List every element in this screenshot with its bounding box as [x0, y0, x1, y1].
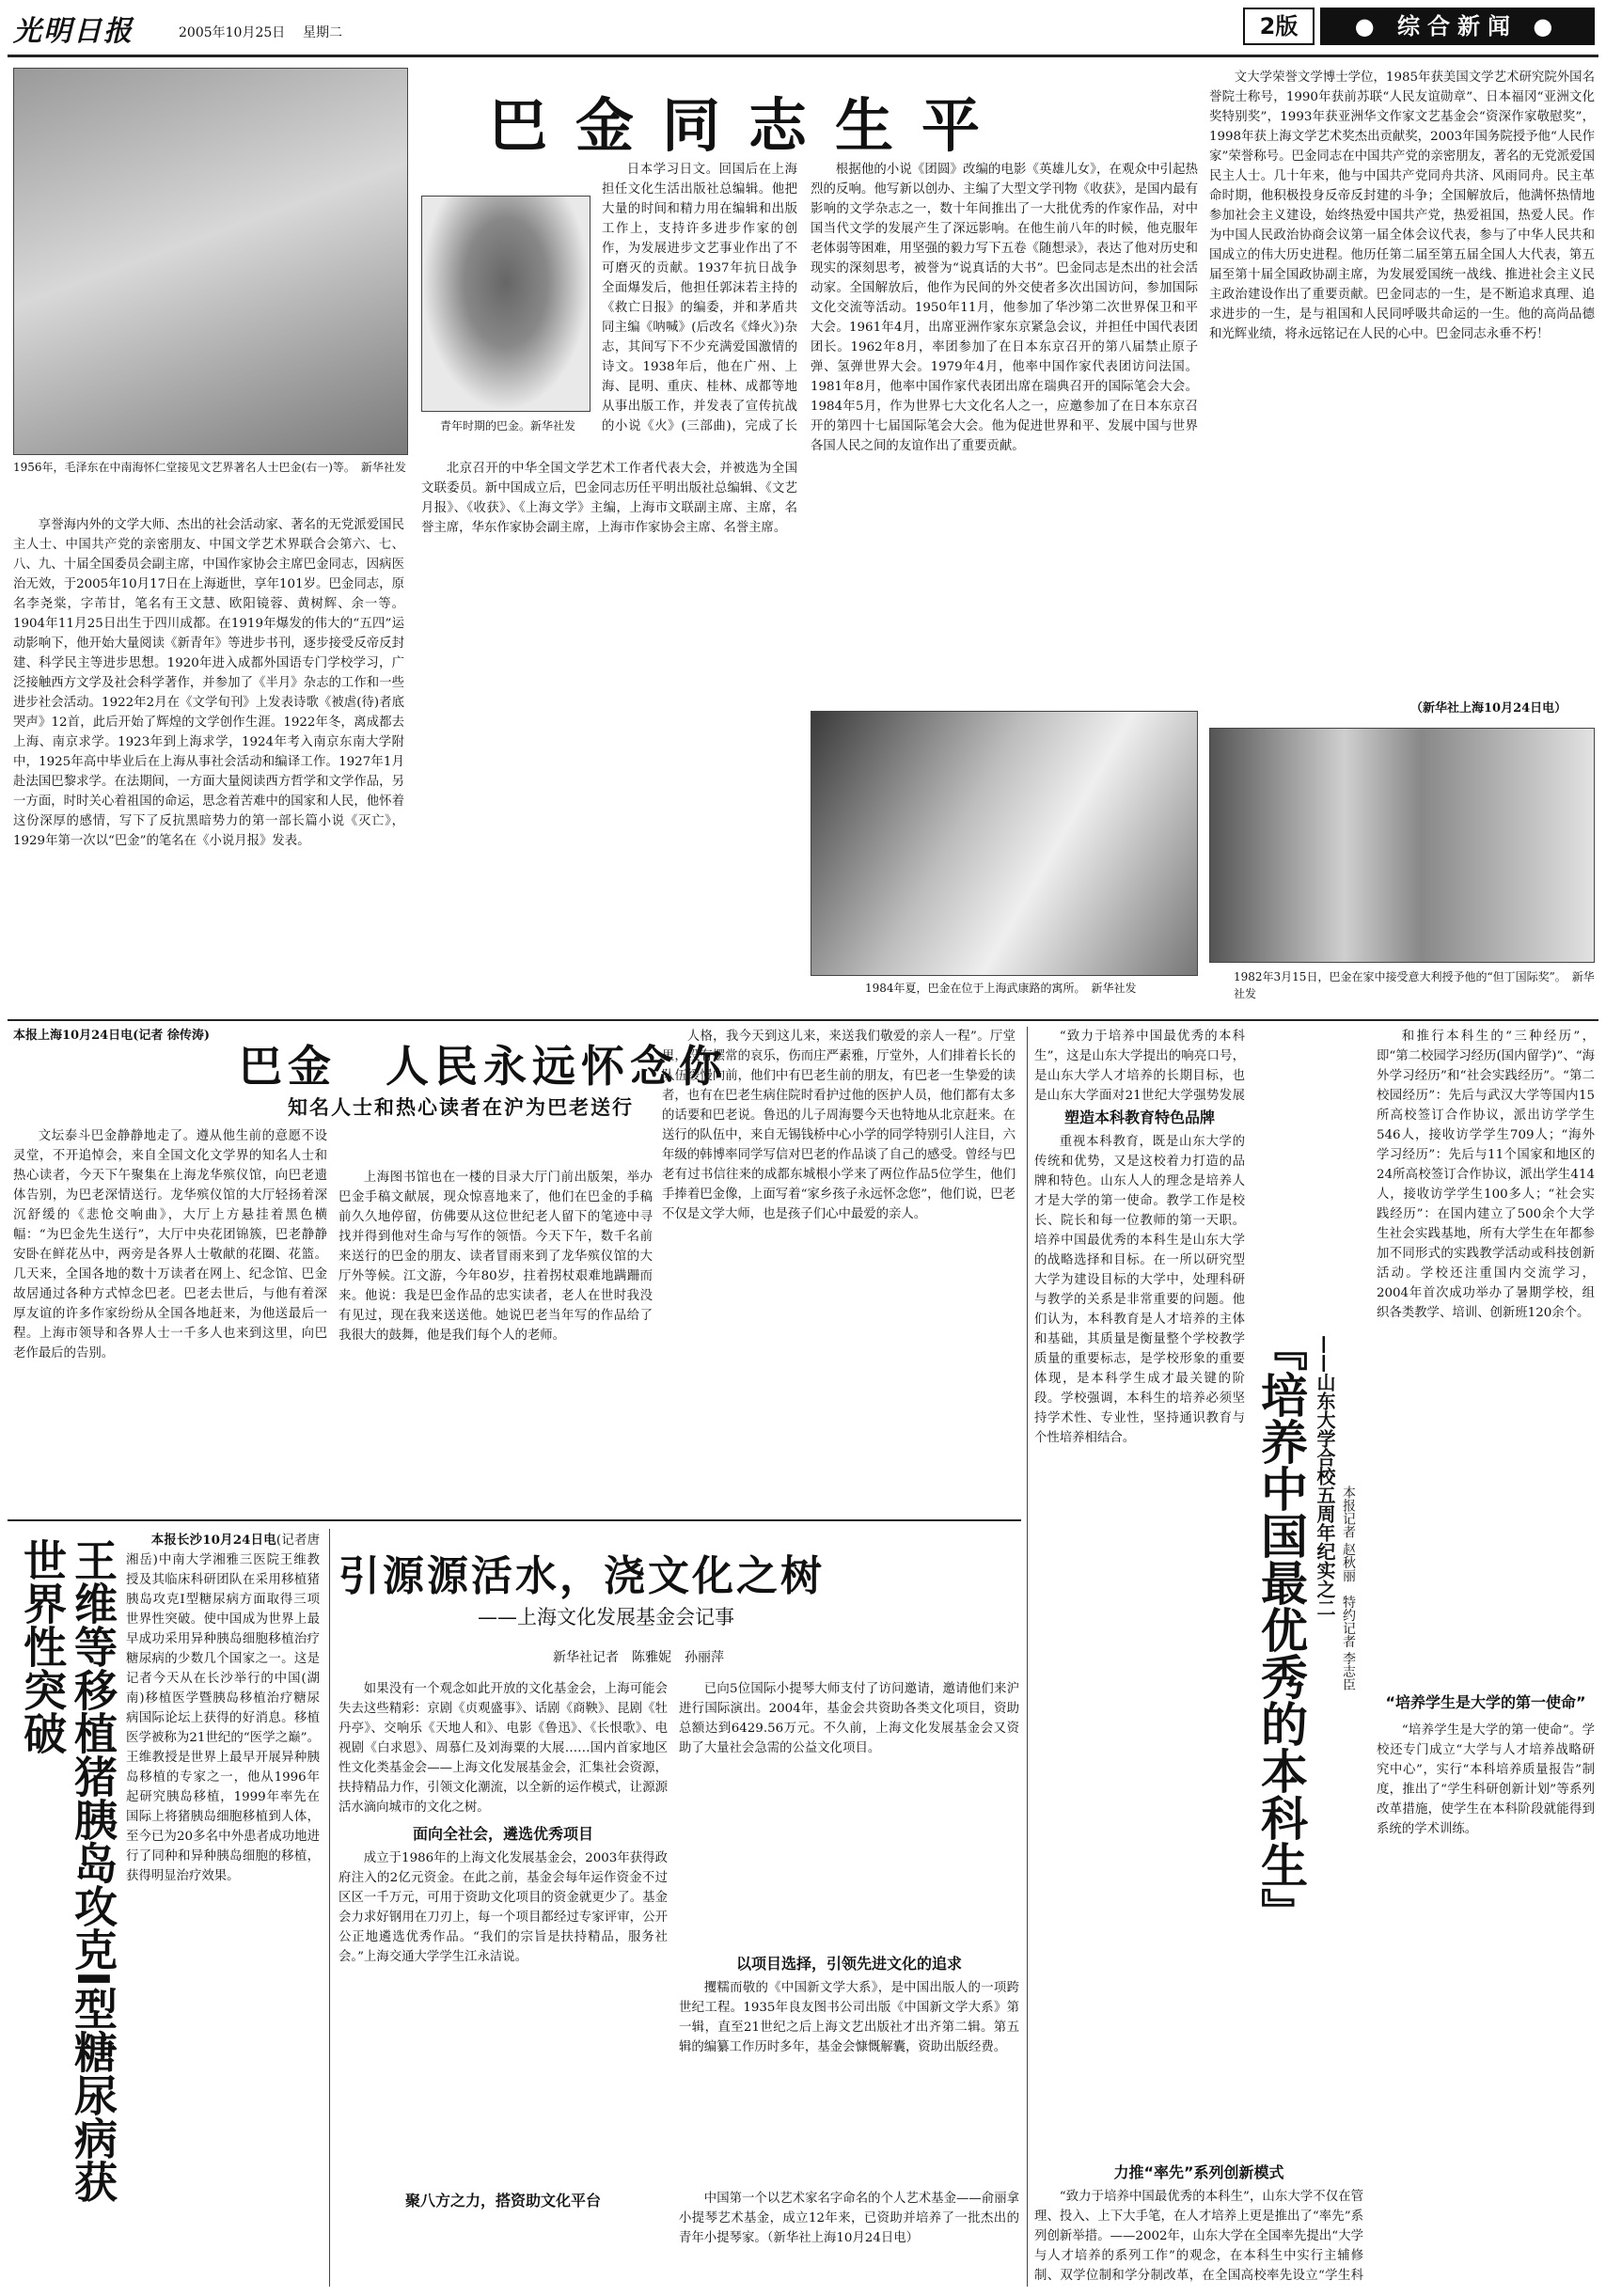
section-banner-dot: ● — [1518, 13, 1561, 39]
article3-body-col-a — [1034, 1027, 1245, 1102]
article5-byline: 新华社记者 陈雅妮 孙丽萍 — [553, 1650, 724, 1665]
masthead-rule — [8, 55, 1598, 57]
article5-heading-2: 以项目选择，引领先进文化的追求 — [735, 1955, 962, 1973]
section-banner-dot: ● — [1354, 13, 1397, 39]
article1-body-col-b2 — [421, 459, 797, 1014]
article3-heading-3: 力推“率先”系列创新模式 — [1113, 2163, 1284, 2181]
article2-body-col-a — [13, 1126, 327, 1514]
article5-body-col-a — [339, 1679, 668, 1815]
section-rule-1 — [8, 1019, 1598, 1021]
article2-paragraph: 上海图书馆也在一楼的目录大厅门前出版架，举办巴金手稿文献展，现众惊喜地来了，他们在巴金的手稿前久久地停留，仿佛要从这位世纪老人留下的笔迹中寻找并得到他对生命与写作的领悟。今天下午，数千名前来送行的巴金的朋友、读者冒雨来到了龙华殡仪馆的大厅外等候。江文游，今年80岁，拄着拐杖艰难地蹒跚而来。他说：我是巴金作品的忠实读者，老人在世时我没有见过，现在我来送送他。她说巴老当年写的作品给了我很大的鼓舞，他是我们每个人的老师。 — [339, 1171, 653, 1343]
article5-paragraph: 攫糯而敬的《中国新文学大系》，是中国出版人的一项跨世纪工程。1935年良友图书公司出版《中国新文学大系》第一辑，直至21世纪之后上海文艺出版社才出齐第二辑。第五辑的编纂工作历时多年，基金会慷慨解囊，资助出版经费。 — [679, 1981, 1019, 2054]
article5-body-col-b2 — [679, 1978, 1019, 2183]
article3-byline: 本报记者 赵秋丽 特约记者 李志臣 — [1341, 1486, 1356, 1691]
article2-body-col-b — [339, 1168, 653, 1514]
article2-paragraph: 文坛泰斗巴金静静地走了。遵从他生前的意愿不设灵堂，不开追悼会，来自全国文化文学界的知名人士和热心读者，今天下午聚集在上海龙华殡仪馆，向巴老遗体告别，为巴老深情送行。龙华殡仪馆的大厅轻扬着深沉舒缓的《悲怆交响曲》，大厅上方悬挂着黑色横幅：“为巴金先生送行”，大厅中央花团锦簇，巴老静静安卧在鲜花丛中，两旁是各界人士敬献的花圈、花篮。几天来，全国各地的数十万读者在网上、纪念馆、巴金故居通过各种方式悼念巴老。巴老去世后，与他有着深厚友谊的许多作家纷纷从全国各地赶来，为他送最后一程。上海市领导和各界人士一千多人也来到这里，向巴老作最后的告别。 — [13, 1129, 327, 1360]
article1-paragraph: 享誉海内外的文学大师、杰出的社会活动家、著名的无党派爱国民主人士、中国共产党的亲密朋友、中国文学艺术界联合会第六、七、八、九、十届全国委员会副主席，中国作家协会主席巴金同志，因病医治无效，于2005年10月17日在上海逝世，享年101岁。巴金同志，原名李尧棠，字芾甘，笔名有王文慧、欧阳镜蓉、黄树辉、余一等。1904年11月25日出生于四川成都。在1919年爆发的伟大的“五四”运动影响下，他开始大量阅读《新青年》等进步书刊，逐步接受反帝反封建、科学民主等进步思想。1920年进入成都外国语专门学校学习，广泛接触西方文学及社会科学著作，并参加了《半月》杂志的工作和一些进步社会活动。1922年2月在《文学旬刊》上发表诗歌《被虐(待)者底哭声》12首，此后开始了辉煌的文学创作生涯。1922年冬，离成都去上海、南京求学。1923年到上海求学，1924年考入南京东南大学附中，1925年高中毕业后在上海从事社会活动和编译工作。1927年1月赴法国巴黎求学。在法期间，一方面大量阅读西方哲学和文学作品，另一方面，时时关心着祖国的命运，思念着苦难中的国家和人民，他怀着这份深厚的感情，写下了反抗黑暗势力的第一部长篇小说《灭亡》，1929年第一次以“巴金”的笔名在《小说月报》发表。 — [13, 518, 404, 848]
article5-body-col-a2 — [339, 1848, 668, 2287]
article3-heading-2: “培养学生是大学的第一使命” — [1385, 1693, 1586, 1711]
article5-paragraph: 成立于1986年的上海文化发展基金会，2003年获得政府注入的2亿元资金。在此之前，基金会每年运作资金不过区区一千万元，可用于资助文化项目的资金就更少了。基金会力求好钢用在刀刃上，每一个项目都经过专家评审，公开公正地遴选优秀作品。“我们的宗旨是扶持精品，服务社会。”上海交通大学学生江永洁说。 — [339, 1851, 668, 1964]
article4-text: (记者唐湘岳)中南大学湘雅三医院王维教授及其临床科研团队在采用移植猪胰岛攻克I型糖尿病方面取得三项世界性突破。使中国成为世界上最早成功采用异种胰岛细胞移植治疗糖尿病的少数几个国家之一。这是记者今天从在长沙举行的中国(湖南)移植医学暨胰岛移植治疗糖尿病国际论坛上获得的好消息。移植医学被称为21世纪的“医学之巅”。王维教授是世界上最早开展异种胰岛移植的专家之一，他从1996年起研究胰岛移植，1999年率先在国际上将猪胰岛细胞移植到人体，至今已为20多名中外患者成功地进行了同种和异种胰岛细胞的移植，获得明显治疗效果。 — [126, 1533, 320, 1883]
photo-mao-meets-bajin — [13, 68, 408, 455]
article2-intro — [13, 1027, 220, 1123]
photo3-caption: 1984年夏，巴金在位于上海武康路的寓所。 新华社发 — [865, 982, 1137, 995]
article1-body-col-b — [602, 160, 797, 438]
article4-paragraph — [126, 1531, 320, 1886]
article4-dateline: 本报长沙10月24日电 — [150, 1533, 276, 1548]
article5-title: 引源源活水，浇文化之树 — [339, 1552, 825, 1600]
photo-young-bajin — [421, 196, 590, 412]
article1-body-col-a — [13, 515, 404, 1012]
section-name: 综合新闻 — [1397, 13, 1518, 39]
article2-subtitle: 知名人士和热心读者在沪为巴老送行 — [288, 1096, 634, 1119]
article3-body-col-a2 — [1034, 1132, 1245, 1978]
article2-paragraph: 人格，我今天到这儿来，来送我们敬爱的亲人一程”。厅堂里，没有摆常的哀乐，伤而庄严素雅，厅堂外，人们排着长长的队伍缓慢向前，他们中有巴老生前的朋友，有巴老一生挚爱的读者，也有在巴老生病住院时看护过他的医护人员，他们都有太多的话要和巴老说。鲁迅的儿子周海婴今天也特地从北京赶来。在送行的队伍中，来自无锡钱桥中心小学的同学特别引人注目，六年级的韩博率同学写信对巴老的作品谈了自己的感受。曾经与巴老有过书信往来的成都东城根小学来了两位作品5位学生，他们手捧着巴金像，上面写着“家乡孩子永远怀念您”，他们说，巴老不仅是文学大师，也是孩子们心中最爱的亲人。 — [662, 1030, 1016, 1221]
article1-paragraph: 日本学习日文。回国后在上海担任文化生活出版社总编辑。他把大量的时间和精力用在编辑和出版工作上，支持许多进步作家的创作，为发展进步文艺事业作出了不可磨灭的贡献。1937年抗日战争全面爆发后，他担任郭沫若主持的《救亡日报》的编委，并和茅盾共同主编《呐喊》(后改名《烽火》)杂志，其间写下不少充满爱国激情的诗文。1938年后，他在广州、上海、昆明、重庆、桂林、成都等地从事出版工作，并发表了宣传抗战的小说《火》(三部曲)，完成了长 — [602, 163, 797, 433]
masthead — [0, 0, 1606, 58]
article2-title: 巴金 人民永远怀念你 — [239, 1041, 728, 1092]
section-rule-2 — [8, 1519, 1021, 1521]
article1-title: 巴金同志生平 — [489, 91, 1009, 160]
article3-paragraph: “培养学生是大学的第一使命”。学校还专门成立“大学与人才培养战略研究中心”，实行“本科培养质量报告”制度，推出了“学生科研创新计划”等系列改革措施，使学生在本科阶段就能得到系统的学术训练。 — [1377, 1723, 1595, 1836]
article5-paragraph: 中国第一个以艺术家名字命名的个人艺术基金——俞丽拿小提琴艺术基金，成立12年来，已资助并培养了一批杰出的青年小提琴家。（新华社上海10月24日电） — [679, 2192, 1019, 2245]
article5-subtitle: ——上海文化发展基金会记事 — [478, 1606, 734, 1628]
column-rule-2 — [329, 1529, 330, 2287]
article1-paragraph: 北京召开的中华全国文学艺术工作者代表大会，并被选为全国文联委员。新中国成立后，巴金同志历任平明出版社总编辑、《文艺月报》、《收获》、《上海文学》主编，上海市文联副主席、主席，名誉主席，华东作家协会副主席，上海市作家协会主席、名誉主席。 — [421, 462, 797, 535]
photo4-caption: 1982年3月15日，巴金在家中接受意大利授予他的“但丁国际奖”。 新华社发 — [1234, 970, 1595, 1000]
page-number: 2版 — [1243, 8, 1315, 45]
newspaper-logo: 光明日报 — [13, 15, 134, 48]
article3-heading-1: 塑造本科教育特色品牌 — [1063, 1109, 1215, 1126]
article3-paragraph: 重视本科教育，既是山东大学的传统和优势，又是这校着力打造的品牌和特色。山东人人的理念是培养人才是大学的第一使命。教学工作是校长、院长和每一位教师的第一天职。培养中国最优秀的本科生是山东大学的战略选择和目标。在一所以研究型大学为建设目标的大学中，处理科研与教学的关系是非常重要的问题。他们认为，本科教育是人才培养的主体和基础，其质量是衡量整个学校教学质量的重要标志，是学校形象的重要体现，是本科学生成才最关键的阶段。学校强调，本科生的培养必须坚持学术性、专业性，坚持通识教育与个性培养相结合。 — [1034, 1135, 1245, 1445]
article3-paragraph: “致力于培养中国最优秀的本科生”，这是山东大学提出的响亮口号，是山东大学人才培养的长期目标，也是山东大学面对21世纪大学强势发展 — [1034, 1030, 1245, 1102]
article3-body-col-c — [1034, 2187, 1363, 2287]
article3-series: ——山东大学合校五周年纪实之二 — [1314, 1335, 1336, 1617]
article1-end-note: （新华社上海10月24日电） — [1410, 701, 1567, 716]
article2-dateline: 本报上海10月24日电(记者 徐传涛) — [13, 1029, 211, 1043]
article5-heading-3: 聚八方之力，搭资助文化平台 — [404, 2192, 601, 2210]
article5-paragraph: 已向5位国际小提琴大师支付了访问邀请，邀请他们来沪进行国际演出。2004年，基金会共资助各类文化项目，资助总额达到6429.56万元。不久前，上海文化发展基金会又资助了大量社会急需的公益文化项目。 — [679, 1682, 1019, 1755]
section-banner — [1320, 8, 1595, 45]
portrait-caption: 青年时期的巴金。新华社发 — [440, 419, 576, 432]
article3-body-col-b — [1377, 1027, 1595, 1572]
article1-paragraph: 根据他的小说《团圆》改编的电影《英雄儿女》，在观众中引起热烈的反响。他写新以创办、主编了大型文学刊物《收获》，是国内最有影响的文学杂志之一，数十年间推出了一大批优秀的作家作品，对中国当代文学的发展产生了深远影响。在他生前八年的时候，他克服年老体弱等困难，用坚强的毅力写下五卷《随想录》，表达了他对历史和现实的深刻思考，被誉为“说真话的大书”。巴金同志是杰出的社会活动家。全国解放后，他作为民间的外交使者多次出国访问，参加国际文化交流等活动。1950年11月，他参加了华沙第二次世界保卫和平大会。1961年4月，出席亚洲作家东京紧急会议，并担任中国代表团团长。1962年8月，率团参加了在日本东京召开的第八届禁止原子弹、氢弹世界大会。1979年4月，他率中国作家代表团访问法国。1981年8月，他率中国作家代表团出席在瑞典召开的国际笔会大会。1984年5月，作为世界七大文化名人之一，应邀参加了在日本东京召开的第四十七届国际笔会大会。他为促进世界和平、发展中国与世界各国人民之间的友谊作出了重要贡献。 — [811, 163, 1198, 453]
article3-body-col-b2 — [1377, 1721, 1595, 2285]
article2-body-col-c — [662, 1027, 1016, 1514]
issue-date: 2005年10月25日 — [179, 25, 286, 40]
photo1-caption: 1956年，毛泽东在中南海怀仁堂接见文艺界著名人士巴金(右一)等。 新华社发 — [13, 461, 406, 474]
photo-dante-award — [1209, 728, 1595, 963]
article3-paragraph: “致力于培养中国最优秀的本科生”，山东大学不仅在管理、投入、上下大手笔，在人才培养上更是推出了“率先”系列创新举措。——2002年，山东大学在全国率先提出“大学与人才培养的系列工作”的观念，在本科生中实行主辅修制、双学位制和学分制改革，在全国高校率先设立“学生科 — [1034, 2190, 1363, 2283]
article1-body-col-d — [1209, 68, 1595, 698]
article4-body — [126, 1531, 320, 2287]
article5-body-col-b — [679, 1679, 1019, 1946]
article1-body-col-c — [811, 160, 1198, 705]
article3-paragraph: 和推行本科生的“三种经历”，即“第二校园学习经历(国内留学)”、“海外学习经历”和“社会实践经历”。“第二校园经历”：先后与武汉大学等国内15所高校签订合作协议，派出访学学生546人，接收访学学生709人；“海外学习经历”：先后与11个国家和地区的24所高校签订合作协议，派出学生414人，接收访学学生100多人；“社会实践经历”：在国内建立了500余个大学生社会实践基地，所有大学生在年都参加不同形式的实践教学活动或科技创新活动。学校还注重国内交流学习，2004年首次成功举办了暑期学校，组织各类教学、培训、创新班120余个。 — [1377, 1030, 1595, 1320]
column-rule-1 — [1027, 1027, 1028, 2287]
article5-heading-1: 面向全社会，遴选优秀项目 — [412, 1825, 593, 1843]
article1-paragraph: 文大学荣誉文学博士学位，1985年获美国文学艺术研究院外国名誉院士称号，1990年获前苏联“人民友谊勋章”、日本福冈“亚洲文化奖特别奖”，1993年获亚洲华文作家文艺基金会“资深作家敬慰奖”，1998年获上海文学艺术奖杰出贡献奖，2003年国务院授予他“人民作家”荣誉称号。巴金同志在中国共产党的亲密朋友，著名的无党派爱国民主人士。几十年来，他与中国共产党同舟共济、风雨同舟。民主革命时期，他积极投身反帝反封建的斗争；全国解放后，他满怀热情地参加社会主义建设，始终热爱中国共产党，热爱祖国，热爱人民。作为中国人民政治协商会议第一届全体会议代表，参与了中华人民共和国成立的伟大历史进程。他历任第二届至第五届全国人大代表，第五届至第十届全国政协副主席，为发展爱国统一战线、推进社会主义民主政治建设作出了重要贡献。巴金同志的一生，是不断追求真理、追求进步的一生，是与祖国和人民同呼吸共命运的一生。他的高尚品德和光辉业绩，将永远铭记在人民的心中。巴金同志永垂不朽！ — [1209, 71, 1595, 341]
article3-vertical-title: 『培养中国最优秀的本科生』 — [1253, 1324, 1308, 1935]
article5-paragraph: 如果没有一个观念如此开放的文化基金会，上海可能会失去这些精彩：京剧《贞观盛事》、话剧《商鞅》、昆剧《牡丹亭》、交响乐《天地人和》、电影《鲁迅》、《长恨歌》、电视剧《白求恩》、周慕仁及刘海粟的大展……国内首家地区性文化类基金会——上海文化发展基金会，汇集社会资源，扶持精品力作，引领文化潮流，以全新的运作模式，让源源活水滴向城市的文化之树。 — [339, 1682, 668, 1815]
article5-body-col-b3 — [679, 2189, 1019, 2287]
article4-vertical-title: 王维等移植猪胰岛攻克I型糖尿病获世界性突破 — [17, 1538, 118, 2204]
issue-weekday: 星期二 — [303, 25, 342, 40]
photo-bajin-residence — [811, 711, 1198, 976]
